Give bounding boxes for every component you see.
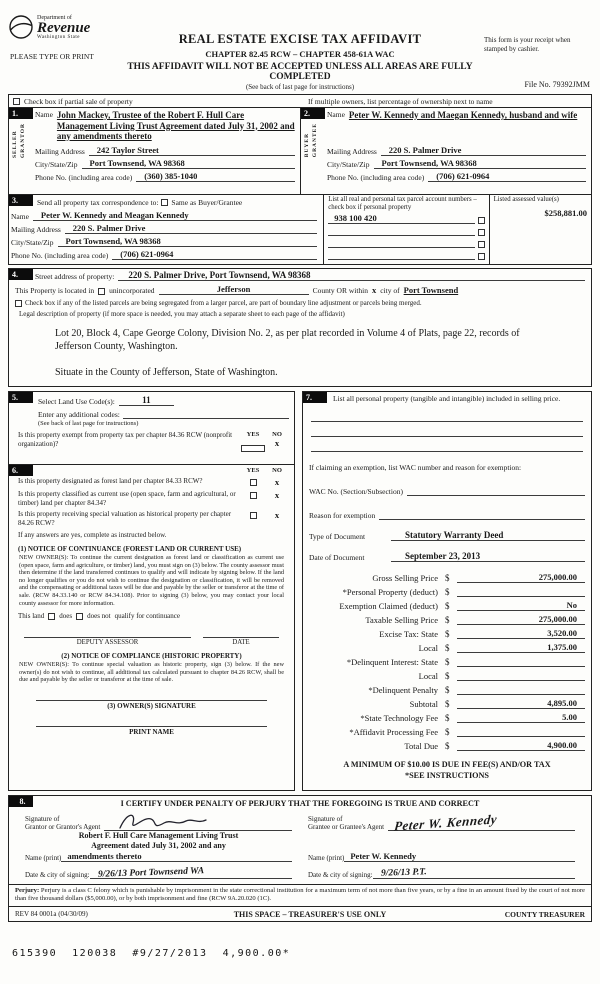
name-label: Name (11, 212, 29, 221)
fee-label: Taxable Selling Price (365, 614, 438, 625)
grantor-date-handwritten: 9/26/13 Port Townsend WA (97, 866, 204, 880)
fee-row (309, 737, 585, 751)
buyer-grantee-section (300, 108, 591, 194)
seller-grantor-section (9, 108, 300, 194)
warning-line: THIS AFFIDAVIT WILL NOT BE ACCEPTED UNLESS ALL AREAS ARE FULLY COMPLETED (127, 62, 473, 82)
correspondence-city-value: Port Townsend, WA 98368 (58, 237, 318, 248)
document-type-label: Type of Document (309, 532, 366, 541)
name-label: Name (35, 110, 53, 119)
fee-label: *Affidavit Processing Fee (349, 726, 438, 737)
date-label: DATE (232, 639, 250, 647)
logo-text (37, 15, 90, 40)
exemption-reason-blank (379, 519, 585, 520)
fee-value: 275,000.00 (457, 572, 585, 583)
print-name-label: PRINT NAME (129, 727, 174, 736)
multiple-owners-note: If multiple owners, list percentage of ownership next to name (308, 96, 493, 106)
dollar-sign: $ (445, 643, 450, 653)
forest-land-question: Is this property designated as forest land per chapter 84.33 RCW? (18, 477, 203, 485)
fee-label: *Delinquent Penalty (368, 684, 438, 695)
fee-value: 3,520.00 (457, 628, 585, 639)
section-4-number: 4. (9, 269, 33, 280)
owners-signature-label: (3) OWNER(S) SIGNATURE (107, 701, 196, 710)
fee-label: Local (418, 670, 438, 681)
personal-property-blank-line (311, 407, 583, 422)
this-land-label: This land (18, 612, 45, 621)
name-print-label: Name (print) (308, 854, 345, 862)
dollar-sign: $ (445, 685, 450, 695)
form-header (8, 6, 592, 94)
historic-property-question: Is this property receiving special valuation as historical property per chapter 84.26 RCW? (18, 510, 232, 527)
buyer-label: BUYER (304, 132, 310, 158)
document-date-label: Date of Document (309, 553, 365, 562)
city-state-zip-label: City/State/Zip (35, 160, 78, 169)
segregated-label: Check box if any of the listed parcels are being segregated from a larger parcel, are part of boundary line adjustment or parcels being merged. (25, 299, 422, 307)
section-5-number: 5. (9, 392, 33, 403)
q3-yes-checkbox[interactable] (250, 512, 257, 519)
q2-yes-checkbox[interactable] (250, 492, 257, 499)
notice-continuance-body: NEW OWNER(S): To continue the current designation as forest land or classification as current use (open space, farm and agriculture, or timber) land, you must sign on (3) below. The county assessor must then determine if the land transferred continues to qualify and will indicate by signing below. If the land no longer qualifies or you do not wish to continue the designation or classification, it will be removed and the compensating or additional taxes will be due and payable by the seller or transferor at the time of sale. (RCW 84.33.140 or RCW 84.34.108). Prior to signing (3) below, you may contact your local county assessor for more information. (19, 554, 284, 607)
fee-value: No (457, 600, 585, 611)
same-as-buyer-label: Same as Buyer/Grantee (171, 198, 243, 207)
grantor-trust-line: Agreement dated July 31, 2002 and any (91, 840, 226, 850)
section-4 (8, 268, 592, 387)
parties-box (8, 94, 592, 265)
fee-row (309, 583, 585, 597)
dollar-sign: $ (445, 587, 450, 597)
fee-label: *Personal Property (deduct) (342, 586, 438, 597)
notice-compliance-body: NEW OWNER(S): To continue special valuation as historic property, sign (3) below. If the new owner(s) do not wish to continue, all additional tax calculated pursuant to chapter 84.26 RCW, shall be due and payable by the seller or transferor at the time of sale. (19, 661, 284, 684)
signature-of-label: Signature of (25, 815, 60, 823)
city-value: Port Townsend (403, 285, 459, 295)
q1-yes-checkbox[interactable] (250, 479, 257, 486)
dollar-sign: $ (445, 629, 450, 639)
does-checkbox[interactable] (48, 613, 55, 620)
wac-number-blank (407, 495, 585, 496)
mailing-address-label: Mailing Address (11, 225, 61, 234)
form-title: REAL ESTATE EXCISE TAX AFFIDAVIT (178, 32, 422, 46)
exempt-yes-cell (241, 438, 265, 456)
city-state-zip-label: City/State/Zip (327, 160, 370, 169)
personal-property-label: List all personal property (tangible and intangible) included in selling price. (333, 394, 561, 403)
mailing-address-label: Mailing Address (35, 147, 85, 156)
perjury-text: Perjury is a class C felony which is punishable by imprisonment in the state correctional institution for a maximum term of not more than five years, or by a fine in an amount fixed by the court of not more than five thousand dollars ($5,000.00), or by both imprisonment and fine (RCW 9A.20.020 (1C). (15, 887, 585, 902)
see-back-note: (See back of last page for instructions) (245, 83, 355, 91)
fee-value (457, 694, 585, 695)
does-not-label: does not (87, 612, 111, 621)
revenue-emblem-icon (8, 14, 34, 40)
correspondence-mailing-value: 220 S. Palmer Drive (65, 224, 317, 235)
middle-columns (8, 391, 592, 791)
does-label: does (59, 612, 73, 621)
name-label: Name (327, 110, 345, 119)
seller-city-value: Port Townsend, WA 98368 (82, 159, 296, 170)
wac-number-label: WAC No. (Section/Subsection) (309, 487, 403, 496)
title-block (120, 32, 480, 91)
fee-label: Exemption Claimed (deduct) (339, 600, 438, 611)
deputy-assessor-signature-line (24, 636, 279, 638)
fee-value: 4,900.00 (457, 740, 585, 751)
dollar-sign: $ (445, 615, 450, 625)
dollar-sign: $ (445, 727, 450, 737)
seller-mailing-value: 242 Taylor Street (89, 146, 295, 157)
section-2-number: 2. (301, 108, 325, 119)
legal-description-text: Lot 20, Block 4, Cape George Colony, Division No. 2, as per plat recorded in Volume 4 of Plats, page 22, records of Jefferson County, Washington. (55, 328, 520, 352)
chapter-subtitle: CHAPTER 82.45 RCW – CHAPTER 458-61A WAC (205, 49, 395, 59)
perjury-statement (9, 884, 591, 906)
section-8-number: 8. (9, 796, 33, 807)
county-or-within-label: County OR within (312, 286, 368, 295)
assessed-value: $258,881.00 (544, 208, 587, 218)
fee-value: 275,000.00 (457, 614, 585, 625)
assessed-value-header: Listed assessed value(s) (493, 196, 559, 203)
fee-row (309, 709, 585, 723)
grantor-trust-line: Robert F. Hull Care Management Living Trust (78, 831, 239, 840)
fee-row (309, 611, 585, 625)
fee-label: Subtotal (409, 698, 438, 709)
additional-codes-label: Enter any additional codes: (38, 410, 120, 419)
no-header: NO (272, 467, 282, 474)
personal-property-blank-line (311, 422, 583, 437)
grantor-date-line (90, 865, 292, 879)
fee-value (457, 596, 585, 597)
grantee-label: GRANTEE (312, 123, 318, 158)
county-treasurer-label: COUNTY TREASURER (504, 909, 585, 919)
q3-no-mark: x (274, 510, 280, 520)
fee-label: Total Due (404, 740, 438, 751)
dollar-sign: $ (445, 657, 450, 667)
grantee-signature-line (388, 811, 575, 834)
exempt-yes-no (241, 431, 289, 456)
parcel-numbers-header: List all real and personal tax parcel account numbers – check box if personal property (328, 196, 477, 211)
perjury-prefix: Perjury: (15, 887, 40, 894)
correspondence-label: Send all property tax correspondence to: (37, 198, 159, 207)
notice-compliance-title: (2) NOTICE OF COMPLIANCE (HISTORIC PROPERTY) (61, 652, 242, 661)
revenue-logo (8, 14, 90, 40)
within-city-x-mark: x (372, 285, 377, 295)
segregated-checkbox[interactable] (15, 300, 22, 307)
fee-label: *Delinquent Interest: State (346, 656, 438, 667)
fee-value (457, 680, 585, 681)
logo-sub-label: Washington State (37, 34, 81, 40)
fee-value: 5.00 (457, 712, 585, 723)
phone-label: Phone No. (including area code) (327, 173, 425, 182)
yes-header: YES (246, 431, 260, 438)
buyer-mailing-value: 220 S. Palmer Drive (381, 146, 586, 157)
parcel-number-value: 938 100 420 (328, 214, 474, 225)
dollar-sign: $ (445, 713, 450, 723)
fee-row (309, 695, 585, 709)
grantor-agent-label: Grantor or Grantor's Agent (25, 823, 101, 831)
unincorporated-label: unincorporated (109, 286, 155, 295)
street-address-value: 220 S. Palmer Drive, Port Townsend, WA 98368 (118, 270, 585, 281)
seller-grantor-vertical-label (12, 123, 27, 158)
dollar-sign: $ (445, 671, 450, 681)
partial-sale-checkbox[interactable] (13, 98, 20, 105)
see-back-note: (See back of last page for instructions) (38, 420, 139, 427)
personal-property-checkbox-1[interactable] (478, 217, 485, 224)
no-header: NO (272, 431, 282, 438)
file-number: File No. 79392JMM (524, 80, 590, 89)
county-value: Jefferson (159, 285, 309, 296)
fee-label: Local (418, 642, 438, 653)
if-yes-note: If any answers are yes, complete as instructed below. (18, 531, 167, 539)
fee-row (309, 625, 585, 639)
personal-property-checkbox-3[interactable] (478, 241, 485, 248)
correspondence-name-value: Peter W. Kennedy and Meagan Kennedy (33, 211, 317, 222)
grantee-date-line (373, 865, 575, 879)
date-city-label: Date & city of signing: (25, 871, 90, 879)
footer-row (9, 906, 591, 921)
document-date-value: September 23, 2013 (391, 551, 585, 562)
phone-label: Phone No. (including area code) (35, 173, 133, 182)
please-type-label: PLEASE TYPE OR PRINT (10, 52, 94, 61)
treasurer-space-label: THIS SPACE – TREASURER'S USE ONLY (233, 909, 387, 919)
notice-continuance-title: (1) NOTICE OF CONTINUANCE (FOREST LAND OR CURRENT USE) (18, 545, 242, 553)
signature-of-label: Signature of (308, 815, 343, 823)
fee-row (309, 667, 585, 681)
grantee-name-print: Peter W. Kennedy (344, 852, 575, 863)
street-address-label: Street address of property: (35, 272, 115, 281)
current-use-question: Is this property classified as current use (open space, farm and agricultural, or timber) land per chapter 84.34? (18, 490, 236, 507)
correspondence-phone-value: (706) 621-0964 (112, 250, 317, 261)
land-use-label: Select Land Use Code(s): (38, 397, 115, 406)
fee-value (457, 666, 585, 667)
section-6-number: 6. (9, 465, 33, 476)
personal-property-checkbox-4[interactable] (478, 253, 485, 260)
parcel-number-blank (328, 259, 474, 260)
same-as-buyer-checkbox[interactable] (161, 199, 168, 206)
buyer-name-value: Peter W. Kennedy and Maegan Kennedy, husband and wife (348, 110, 578, 120)
personal-property-blank-line (311, 437, 583, 452)
left-column (8, 391, 295, 791)
additional-codes-blank (123, 418, 289, 419)
exemption-reason-label: Reason for exemption (309, 511, 376, 520)
fee-row (309, 569, 585, 583)
parcel-number-blank (328, 235, 474, 236)
fee-value: 4,895.00 (457, 698, 585, 709)
partial-sale-row (9, 95, 591, 108)
fee-label: *State Technology Fee (360, 712, 438, 723)
grantee-agent-label: Grantee or Grantee's Agent (308, 823, 385, 831)
city-state-zip-label: City/State/Zip (11, 238, 54, 247)
section-7 (303, 392, 591, 784)
section-7-number: 7. (303, 392, 327, 403)
buyer-city-value: Port Townsend, WA 98368 (374, 159, 587, 170)
minimum-fee-note: A MINIMUM OF $10.00 IS DUE IN FEE(S) AND/OR TAX (343, 760, 551, 769)
section-3-number: 3. (9, 195, 33, 206)
section-8 (9, 796, 591, 809)
personal-property-checkbox-2[interactable] (478, 229, 485, 236)
date-city-label: Date & city of signing: (308, 871, 373, 879)
see-instructions-note: *SEE INSTRUCTIONS (405, 771, 489, 780)
fee-row (309, 723, 585, 737)
fee-row (309, 681, 585, 695)
fee-row (309, 597, 585, 611)
treasurer-stamp: 615390 120038 #9/27/2013 4,900.00* (12, 948, 291, 959)
fee-table (309, 569, 585, 751)
does-not-checkbox[interactable] (76, 613, 83, 620)
legal-description-label: Legal description of property (if more space is needed, you may attach a separate sheet to each page of the affidavit) (19, 310, 345, 318)
fee-row (309, 639, 585, 653)
exempt-no-mark: x (274, 438, 280, 448)
buyer-grantee-vertical-label (304, 123, 319, 157)
dollar-sign: $ (445, 573, 450, 583)
qualify-label: qualify for continuance (114, 612, 180, 621)
grantor-name-print: amendments thereto (61, 852, 292, 863)
dollar-sign: $ (445, 741, 450, 751)
seller-phone-value: (360) 385-1040 (136, 172, 295, 183)
certification-box (8, 795, 592, 922)
grantee-signature: Peter W. Kennedy (393, 811, 499, 834)
buyer-phone-value: (706) 621-0964 (428, 172, 586, 183)
rev-number: REV 84 0001a (04/30/09) (15, 910, 88, 918)
name-print-label: Name (print) (25, 854, 62, 862)
parties-row (9, 108, 591, 195)
unincorporated-checkbox[interactable] (98, 288, 105, 295)
seller-name-value: John Mackey, Trustee of the Robert F. Hull Care Management Living Trust Agreement dated July 31, 2002 and any amendments thereto (56, 110, 295, 141)
section-3 (9, 195, 591, 264)
document-type-value: Statutory Warranty Deed (391, 530, 585, 541)
phone-label: Phone No. (including area code) (11, 251, 109, 260)
dollar-sign: $ (445, 601, 450, 611)
q1-no-mark: x (274, 477, 280, 487)
fee-row (309, 653, 585, 667)
seller-label: SELLER (12, 130, 18, 159)
spacer (308, 831, 575, 850)
fee-value (457, 736, 585, 737)
dollar-sign: $ (445, 699, 450, 709)
fee-value: 1,375.00 (457, 642, 585, 653)
yes-header: YES (246, 467, 260, 474)
parcel-number-blank (328, 247, 474, 248)
section-1-number: 1. (9, 108, 33, 119)
grantor-label: GRANTOR (20, 123, 26, 159)
receipt-note: This form is your receipt when stamped by cashier. (484, 36, 571, 53)
city-of-label: city of (380, 286, 400, 295)
logo-dept-label: Department of (37, 14, 72, 21)
certify-statement: I CERTIFY UNDER PENALTY OF PERJURY THAT THE FOREGOING IS TRUE AND CORRECT (120, 799, 480, 808)
right-column (302, 391, 592, 791)
owners-signature-line (36, 699, 267, 701)
grantor-signature (114, 810, 214, 834)
fee-label: Excise Tax: State (379, 628, 438, 639)
fee-label: Gross Selling Price (372, 572, 438, 583)
grantee-signature-block (300, 811, 583, 879)
land-use-value: 11 (119, 395, 174, 406)
exempt-yes-checkbox[interactable] (241, 445, 265, 452)
print-name-line (36, 725, 267, 727)
grantee-date-handwritten: 9/26/13 P.T. (380, 867, 427, 879)
located-in-label: This Property is located in (15, 286, 95, 295)
grantor-signature-block (17, 811, 300, 879)
situate-text: Situate in the County of Jefferson, State of Washington. (55, 367, 278, 378)
exempt-question: Is this property exempt from property tax per chapter 84.36 RCW (nonprofit organization)? (18, 431, 233, 448)
mailing-address-label: Mailing Address (327, 147, 377, 156)
grantor-signature-line (104, 811, 292, 831)
partial-sale-label: Check box if partial sale of property (24, 96, 133, 106)
q2-no-mark: x (274, 490, 280, 500)
section-5 (9, 392, 294, 460)
deputy-assessor-label: DEPUTY ASSESSOR (76, 639, 139, 647)
section-6 (9, 464, 294, 740)
exemption-claim-label: If claiming an exemption, list WAC number and reason for exemption: (309, 463, 522, 472)
logo-name-label: Revenue (37, 19, 91, 36)
